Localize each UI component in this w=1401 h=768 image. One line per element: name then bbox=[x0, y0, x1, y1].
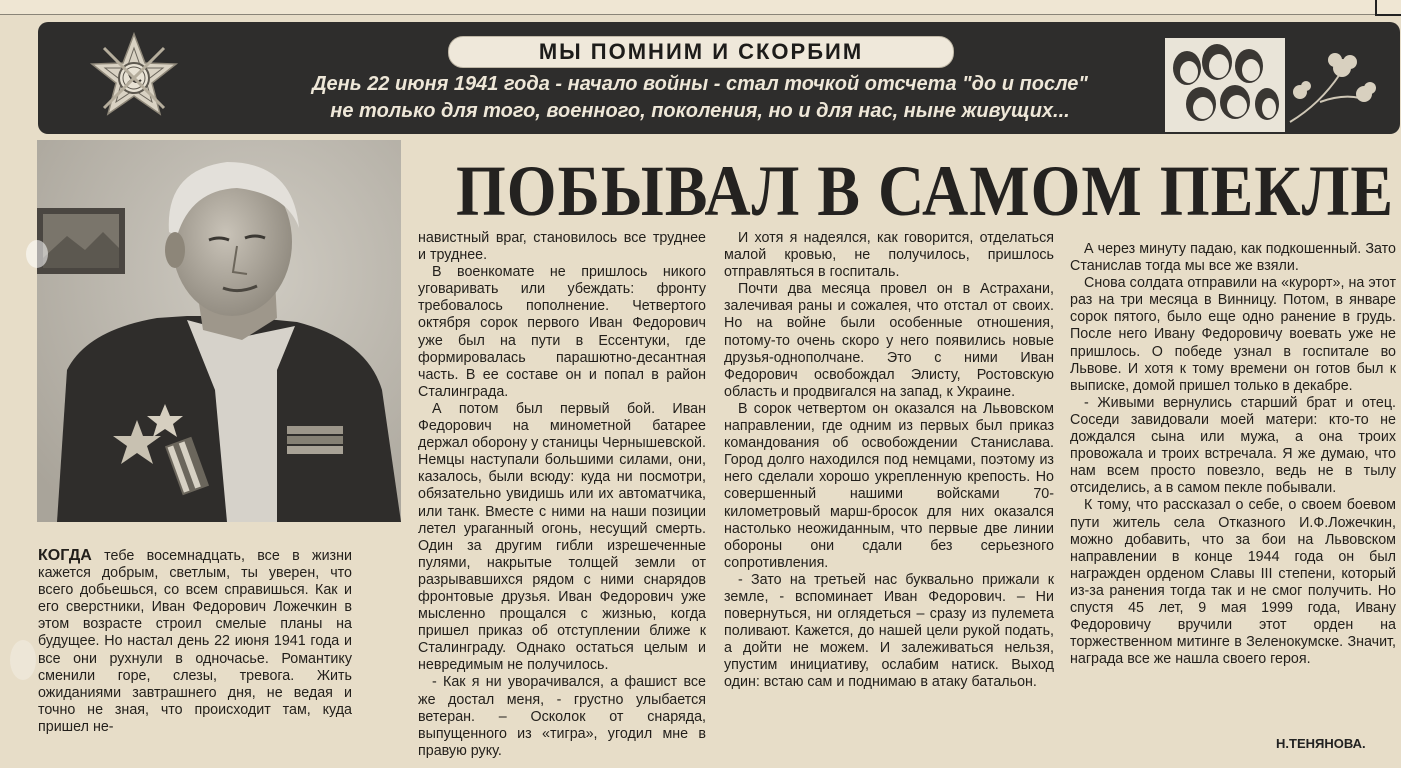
article-column-2 bbox=[418, 230, 706, 760]
paragraph: В военкомате не пришлось никого уговаривать или убеждать: фронту требовалось пополнение. Четвертого октября сорок первого Иван Федорович уже был на пути в Ессентуки, где формировалась парашютно-десантная часть. В ее составе он и попал в район Сталинграда. bbox=[418, 264, 706, 400]
paragraph: навистный враг, становилось все труднее и труднее. bbox=[418, 230, 706, 264]
paragraph: В сорок четвертом он оказался на Львовском направлении, где одним из первых был приказ командования об освобождении Станислава. Город долго находился под немцами, поэтому из него сделали хорошо укрепленную крепость. Но совершенный нашими войсками 70-километровый марш-бросок для них оказался настолько неожиданным, что первые две линии обороны они сдали без серьезного сопротивления. bbox=[724, 400, 1054, 571]
paragraph: А потом был первый бой. Иван Федорович на минометной батарее держал оборону у станицы Чернышевской. Немцы наступали большими силами, они, казалось, были всюду: куда ни посмотри, обязательно увидишь или их автоматчика, или танк. Вместе с ними на наши позиции летел ураганный огонь, несущий смерть. Один за другим гибли изрешеченные пулями, накрытые толщей земли от разрывавшихся рядом с ними снарядов фронтовые друзья. Иван Федорович уже мысленно прощался с жизнью, когда пришел приказ об отступлении ближе к Сталинграду. Однако остаться целым и невредимым не получилось. bbox=[418, 400, 706, 674]
paper-stain bbox=[10, 640, 36, 680]
top-corner-rule bbox=[1375, 0, 1401, 16]
lead-paragraph-text: тебе восемнадцать, все в жизни кажется добрым, светлым, ты уверен, что всего добьешься, со всем справишься. Как и его сверстники, Иван Федорович Ложечкин в этом возрасте строил смелые планы на будущее. Но настал день 22 июня 1941 года и все они рухнули в одночасье. Романтику сменили горе, слезы, тревога. Жить ожиданиями завтрашнего дня, не ведая и точно не зная, что происходит там, куда пришел не- bbox=[38, 548, 352, 735]
paper-stain bbox=[26, 240, 48, 268]
veteran-portrait-photo bbox=[37, 140, 401, 522]
paragraph: И хотя я надеялся, как говорится, отделаться малой кровью, не получилось, пришлось отправляться в госпиталь. bbox=[724, 230, 1054, 281]
banner-subtitle-line-2: не только для того, военного, поколения, но и для нас, ныне живущих... bbox=[330, 100, 1070, 122]
article-column-1 bbox=[38, 547, 352, 736]
page-top-edge bbox=[0, 0, 1401, 15]
banner-subtitle-line-1: День 22 июня 1941 года - начало войны - стал точкой отсчета "до и после" bbox=[312, 73, 1088, 95]
article-column-3 bbox=[724, 230, 1054, 692]
rubric-title: МЫ ПОМНИМ И СКОРБИМ bbox=[448, 36, 954, 68]
order-of-patriotic-war-icon bbox=[84, 30, 184, 126]
article-column-4 bbox=[1070, 241, 1396, 668]
author-byline: Н.ТЕНЯНОВА. bbox=[1276, 736, 1366, 751]
lead-word: КОГДА bbox=[38, 547, 92, 564]
paragraph: Почти два месяца провел он в Астрахани, залечивая раны и сожалея, что отстал от своих. Но на войне были особенные отношения, потому-то очень скоро у него появились новые друзья-однополчане. Это с ними Иван Федорович освобождал Элисту, Ростовскую область и продвигался на запад, к Украине. bbox=[724, 281, 1054, 400]
paragraph: - Как я ни уворачивался, а фашист все же достал меня, - грустно улыбается ветеран. – Осколок от снаряда, выпущенного из «тигра», угодил мне в правую руку. bbox=[418, 674, 706, 759]
soldiers-faces-icon bbox=[1165, 38, 1285, 132]
paragraph: Снова солдата отправили на «курорт», на этот раз на три месяца в Винницу. Потом, в январе сорок пятого, было еще одно ранение в грудь. После него Ивану Федоровичу воевать уже не пришлось. О победе узнал в госпитале во Львове. И хотя к тому времени он готов был к выписке, домой пришел только в декабре. bbox=[1070, 275, 1396, 394]
article-headline: ПОБЫВАЛ В САМОМ ПЕКЛЕ bbox=[456, 151, 1395, 231]
paragraph: - Зато на третьей нас буквально прижали к земле, - вспоминает Иван Федорович. – Ни повернуться, ни оглядеться – сразу из пулемета поливают. Кажется, до нашей цели рукой подать, а дойти не можем. И залеживаться нельзя, упустим инициативу, ослабим натиск. Выход один: встаю сам и поднимаю в атаку батальон. bbox=[724, 571, 1054, 691]
paragraph: К тому, что рассказал о себе, о своем боевом пути житель села Отказного И.Ф.Ложечкин, можно добавить, что за бои на Львовском направлении в конце 1944 года он был награжден орденом Славы III степени, который из-за ранения тогда так и не смог получить. Но спустя 45 лет, 9 мая 1999 года, Ивану Федоровичу вручили этот орден на торжественном митинге в Зеленокумске. Значит, награда все же нашла своего героя. bbox=[1070, 497, 1396, 668]
carnation-flower-icon bbox=[1280, 44, 1380, 126]
article-lead-paragraph bbox=[38, 547, 352, 736]
paragraph: - Живыми вернулись старший брат и отец. Соседи завидовали моей матери: кто-то не дождался сына или мужа, а она троих провожала и троих встречала. Я же думаю, что нам всем просто повезло, ведь не в тылу отсиделись, а в самом пекле побывали. bbox=[1070, 394, 1396, 497]
paragraph: А через минуту падаю, как подкошенный. Зато Станислав тогда мы все же взяли. bbox=[1070, 241, 1396, 275]
